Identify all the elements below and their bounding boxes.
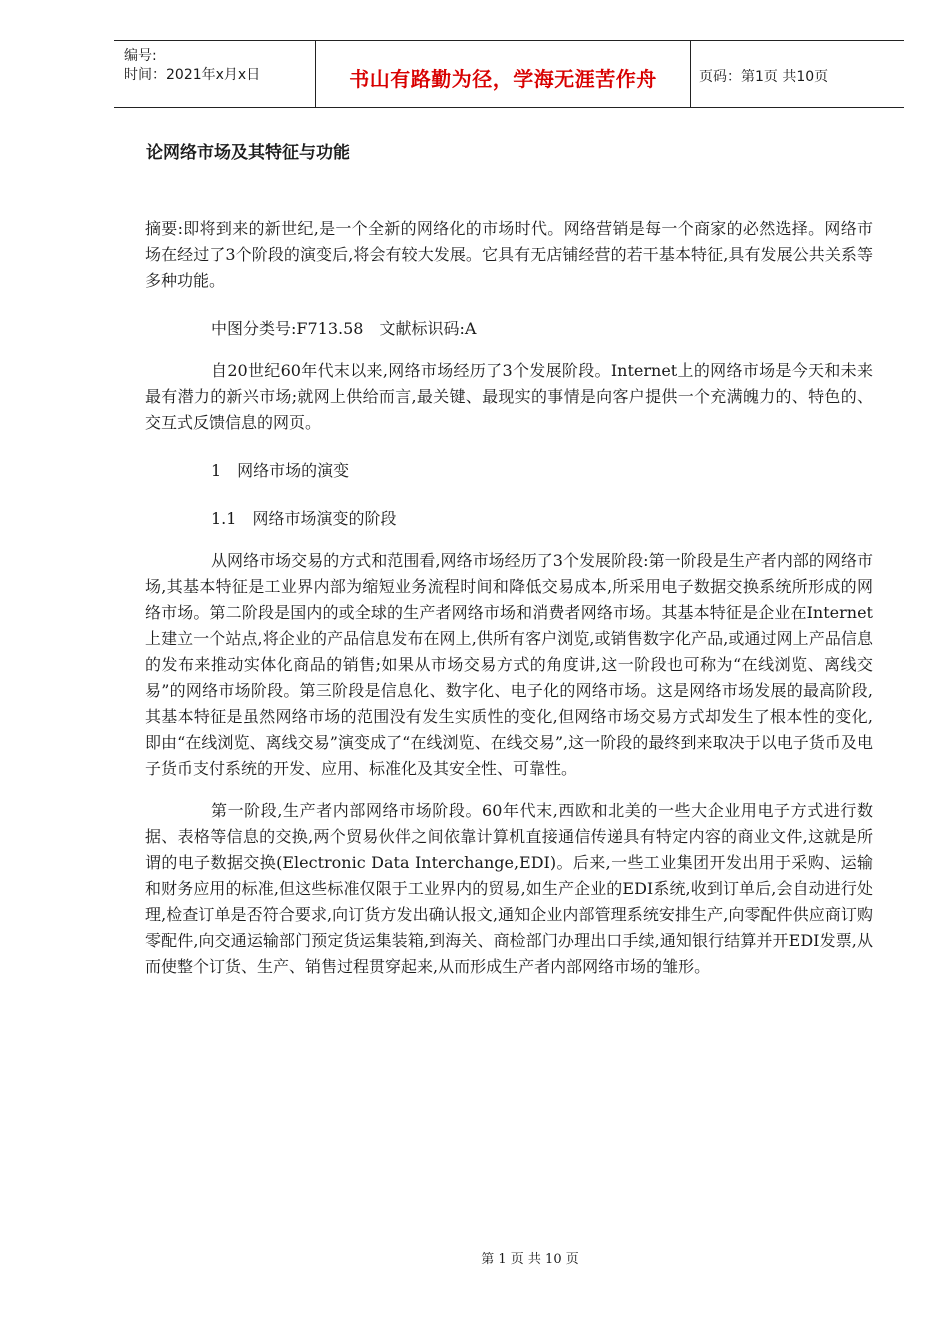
page-footer: 第 1 页 共 10 页 <box>481 1252 579 1267</box>
page-info: 页码：第1页 共10页 <box>699 69 829 85</box>
header-meta-cell <box>114 41 316 107</box>
intro-paragraph: 自20世纪60年代末以来,网络市场经历了3个发展阶段。Internet上的网络市场是今天和未来最有潜力的新兴市场;就网上供给而言,最关键、最现实的事情是向客户提供一个充满魄力的、特色的、交互式反馈信息的网页。 <box>145 361 873 432</box>
subsection-heading: 1.1 网络市场演变的阶段 <box>211 509 397 528</box>
document-title: 论网络市场及其特征与功能 <box>146 143 350 163</box>
document-body <box>145 216 873 996</box>
motto-text: 书山有路勤为径，学海无涯苦作舟 <box>349 67 657 91</box>
document-header <box>114 40 904 108</box>
classification-line: 中图分类号:F713.58 文献标识码:A <box>211 319 477 338</box>
header-page-cell <box>691 41 904 107</box>
abstract-paragraph: 摘要:即将到来的新世纪,是一个全新的网络化的市场时代。网络营销是每一个商家的必然选择。网络市场在经过了3个阶段的演变后,将会有较大发展。它具有无店铺经营的若干基本特征,具有发展公共关系等多种功能。 <box>145 219 873 290</box>
number-label: 编号: <box>124 48 157 64</box>
section-heading: 1 网络市场的演变 <box>211 461 350 480</box>
stages-paragraph: 从网络市场交易的方式和范围看,网络市场经历了3个发展阶段:第一阶段是生产者内部的网络市场,其基本特征是工业界内部为缩短业务流程时间和降低交易成本,所采用电子数据交换系统所形成的网络市场。第二阶段是国内的或全球的生产者网络市场和消费者网络市场。其基本特征是企业在Internet上建立一个站点,将企业的产品信息发布在网上,供所有客户浏览,或销售数字化产品,或通过网上产品信息的发布来推动实体化商品的销售;如果从市场交易方式的角度讲,这一阶段也可称为“在线浏览、离线交易”的网络市场阶段。第三阶段是信息化、数字化、电子化的网络市场。这是网络市场发展的最高阶段,其基本特征是虽然网络市场的范围没有发生实质性的变化,但网络市场交易方式却发生了根本性的变化,即由“在线浏览、离线交易”演变成了“在线浏览、在线交易”,这一阶段的最终到来取决于以电子货币及电子货币支付系统的开发、应用、标准化及其安全性、可靠性。 <box>145 551 873 778</box>
stage-one-paragraph: 第一阶段,生产者内部网络市场阶段。60年代末,西欧和北美的一些大企业用电子方式进行数据、表格等信息的交换,两个贸易伙伴之间依靠计算机直接通信传递具有特定内容的商业文件,这就是所谓的电子数据交换(Electronic Data Interchange,EDI)。后来,一些工业集团开发出用于采购、运输和财务应用的标准,但这些标准仅限于工业界内的贸易,如生产企业的EDI系统,收到订单后,会自动进行处理,检查订单是否符合要求,向订货方发出确认报文,通知企业内部管理系统安排生产,向零配件供应商订购零配件,向交通运输部门预定货运集装箱,到海关、商检部门办理出口手续,通知银行结算并开EDI发票,从而使整个订货、生产、销售过程贯穿起来,从而形成生产者内部网络市场的雏形。 <box>145 801 873 976</box>
header-motto-cell <box>316 41 691 107</box>
time-label: 时间：2021年x月x日 <box>124 67 261 83</box>
